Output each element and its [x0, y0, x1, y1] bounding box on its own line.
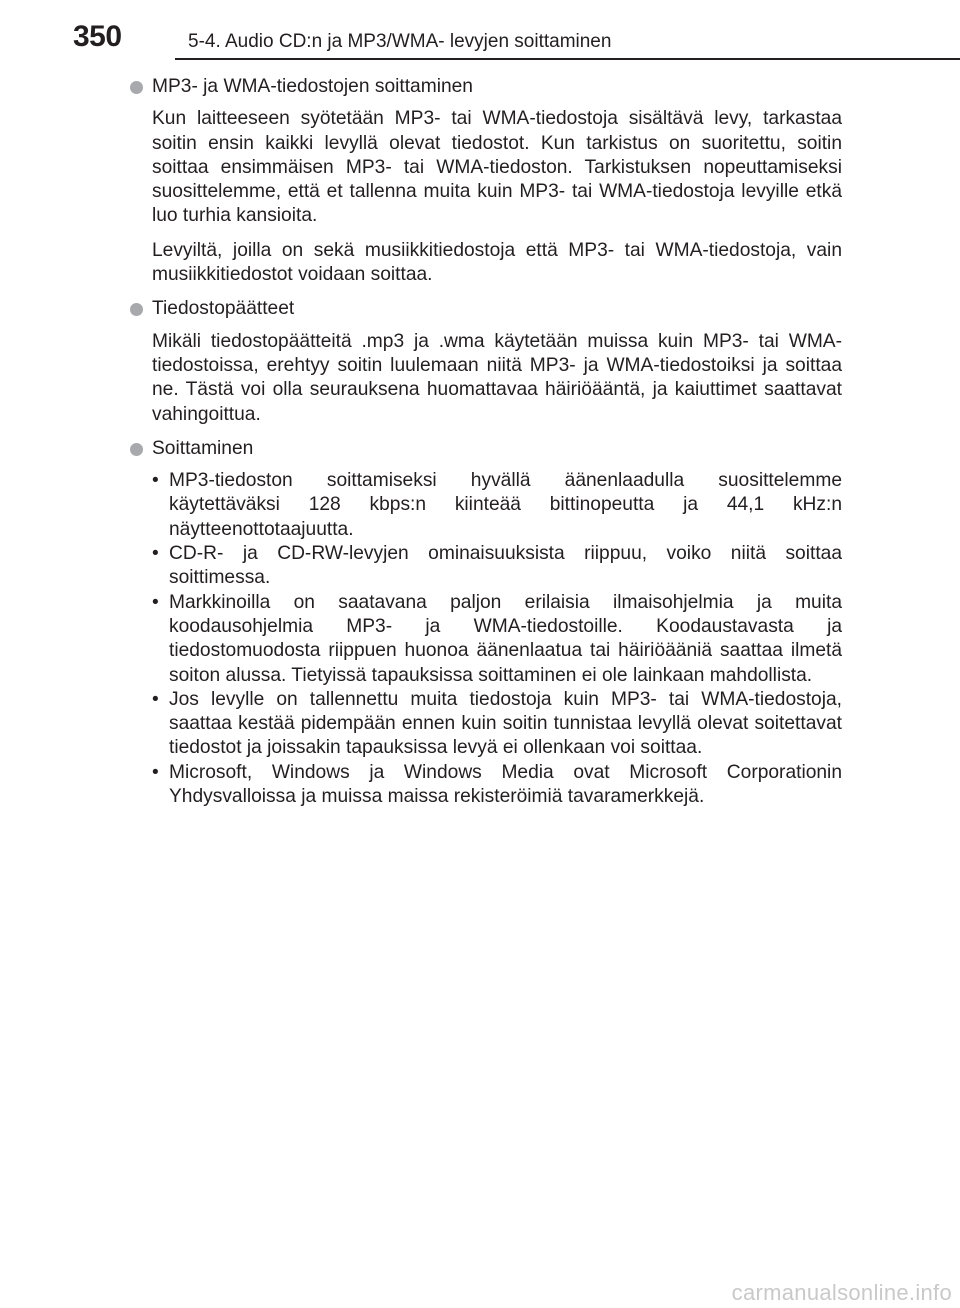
circle-bullet-icon [130, 303, 143, 316]
list-item-text: MP3-tiedoston soittamiseksi hyvällä äänenlaadulla suosittelemme käytettäväksi 128 kbps:n kiinteää bittinopeutta ja 44,1 kHz:n näytteenottotaajuutta. [169, 470, 842, 540]
circle-bullet-icon [130, 81, 143, 94]
bullet-list [152, 469, 842, 809]
list-item-text: Microsoft, Windows ja Windows Media ovat Microsoft Corporationin Yhdysvalloissa ja muissa maissa rekisteröimiä tavaramerkkejä. [169, 761, 842, 808]
watermark: carmanualsonline.info [731, 1280, 952, 1305]
list-item-text: CD-R- ja CD-RW-levyjen ominaisuuksista riippuu, voiko niitä soittaa soittimessa. [169, 543, 842, 589]
bullet-marker: • [152, 470, 159, 492]
list-item [152, 542, 842, 591]
topic-heading-text: Tiedostopäätteet [152, 298, 295, 320]
bullet-marker: • [152, 688, 159, 710]
list-item [152, 591, 842, 688]
page-header [0, 0, 960, 62]
paragraph: Levyiltä, joilla on sekä musiikkitiedostoja että MP3- tai WMA-tiedostoja, vain musiikkitiedostot voidaan soittaa. [152, 239, 842, 286]
page-content [130, 75, 842, 809]
list-item [152, 688, 842, 761]
topic-heading [130, 297, 842, 321]
list-item-text: Markkinoilla on saatavana paljon erilaisia ilmaisohjelmia ja muita koodausohjelmia MP3- ja WMA-tiedostoille. Koodaustavasta ja tiedostomuodosta riippuen huonoa äänenlaatua tai häiriöääniä saattaa ilmetä soiton alussa. Tietyissä tapauksissa soittaminen ei ole lainkaan mahdollista. [169, 591, 842, 686]
topic-heading-text: MP3- ja WMA-tiedostojen soittaminen [152, 76, 473, 97]
page-number: 350 [73, 20, 122, 53]
bullet-marker: • [152, 543, 159, 565]
list-item [152, 761, 842, 810]
paragraph: Kun laitteeseen syötetään MP3- tai WMA-tiedostoja sisältävä levy, tarkastaa soitin ensin kaikki levyllä olevat tiedostot. Kun tarkistus on suoritettu, soitin soittaa ensimmäisen MP3- tai WMA-tiedoston. Tarkistuksen nopeuttamiseksi suosittelemme, että et tallenna muita kuin MP3- tai WMA-tiedostoja levyille etkä luo turhia kansioita. [152, 108, 842, 227]
topic-heading-text: Soittaminen [152, 437, 254, 459]
circle-bullet-icon [130, 443, 143, 456]
topic-heading [130, 437, 842, 461]
header-divider [175, 58, 960, 60]
paragraph: Mikäli tiedostopäätteitä .mp3 ja .wma käytetään muissa kuin MP3- tai WMA-tiedostoissa, erehtyy soitin luulemaan niitä MP3- ja WMA-tiedostoiksi ja soittaa ne. Tästä voi olla seurauksena huomattavaa häiriöääntä, ja kaiuttimet saattavat vahingoittua. [152, 330, 842, 425]
bullet-marker: • [152, 761, 159, 783]
list-item-text: Jos levylle on tallennettu muita tiedostoja kuin MP3- tai WMA-tiedostoja, saattaa kestää pidempään ennen kuin soitin tunnistaa levyllä olevat soitettavat tiedostot ja joissakin tapauksissa levyä ei ollenkaan voi soittaa. [169, 688, 842, 759]
topic-playing [130, 437, 842, 809]
bullet-marker: • [152, 591, 159, 613]
section-title: 5-4. Audio CD:n ja MP3/WMA- levyjen soittaminen [188, 31, 612, 52]
topic-heading [130, 75, 842, 99]
topic-file-extensions [130, 297, 842, 426]
topic-mp3-wma-playback [130, 75, 842, 287]
list-item [152, 469, 842, 542]
